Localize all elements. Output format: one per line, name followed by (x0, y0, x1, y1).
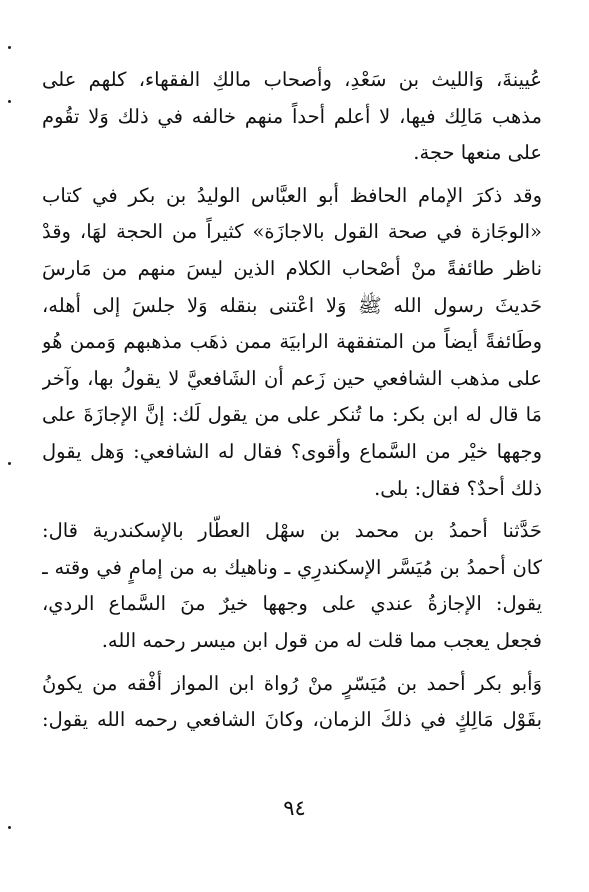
paragraph-1 (42, 62, 542, 172)
text-line: مَا قال له ابن بكر: ما تُنكر على من يقول لَك: إنَّ الإجازَةَ على (42, 403, 542, 427)
text-line: مذهب مَالِك فيها، لا أعلم أحداً منهم خالفه في ذلك وَلا تقُوم (42, 104, 542, 128)
body-text (42, 62, 542, 739)
text-line: على منعها حجة. (413, 141, 542, 165)
text-line: ناظر طائفةً منْ أصْحاب الكلام الذين ليسَ منهم من مَارسَ (42, 256, 542, 280)
scan-speck (8, 100, 11, 103)
text-line: بقَوْل مَالِكٍ في ذلكَ الزمان، وكانَ الشافعي رحمه الله يقول: (42, 708, 542, 732)
scan-speck (8, 826, 11, 829)
text-line: وَأبو بكر أحمد بن مُيَسّرٍ منْ رُواة ابن المواز أفْقه من يكونُ (42, 671, 542, 695)
paragraph-2 (42, 178, 542, 507)
text-line: حَدَّثنا أحمدُ بن محمد بن سهْل العطّار بالإسكندرية قال: (42, 519, 542, 543)
paragraph-4 (42, 666, 542, 739)
text-line: عُيينةَ، وَالليث بن سَعْدِ، وأصحاب مالكِ الفقهاء، كلهم على (42, 68, 542, 91)
text-line: وطَائفةً أيضاً من المتفقهة الرابيَة ممن ذهَب مذهبهم وَممن هُو (42, 330, 542, 354)
scan-speck (8, 46, 11, 49)
text-line: فجعل يعجب مما قلت له من قول ابن ميسر رحمه الله. (101, 628, 542, 652)
page-number: ٩٤ (283, 796, 306, 820)
text-line: ذلك أحدٌ؟ فقال: بلى. (374, 476, 542, 500)
text-line: وقد ذكرَ الإمام الحافظ أبو العبَّاس الوليدُ بن بكر في كتاب (42, 183, 542, 207)
text-line: على مذهب الشافعي حين زَعم أن الشَافعيَّ لا يقولُ بها، وآخر (42, 366, 542, 390)
text-line: كان أحمدُ بن مُيَسَّر الإسكندرِي ـ وناهيك به من إمامٍ في وقته ـ (42, 555, 542, 579)
text-line: حَديثَ رسول الله ﷺ وَلا اعْتنى بنقله وَلا جلسَ إلى أهله، (42, 293, 542, 317)
text-line: «الوجَازة في صحة القول بالاجازَة» كثيراً من الحجة لهَا، وقدْ (42, 220, 542, 244)
text-line: يقول: الإجازةُ عندي على وجهها خيرٌ منَ السَّماع الردي، (42, 592, 542, 616)
text-line: وجهها خيْر من السَّماع وأقوى؟ فقال له الشافعي: وَهل يقول (42, 439, 542, 463)
scan-speck (8, 462, 11, 465)
paragraph-3 (42, 513, 542, 659)
